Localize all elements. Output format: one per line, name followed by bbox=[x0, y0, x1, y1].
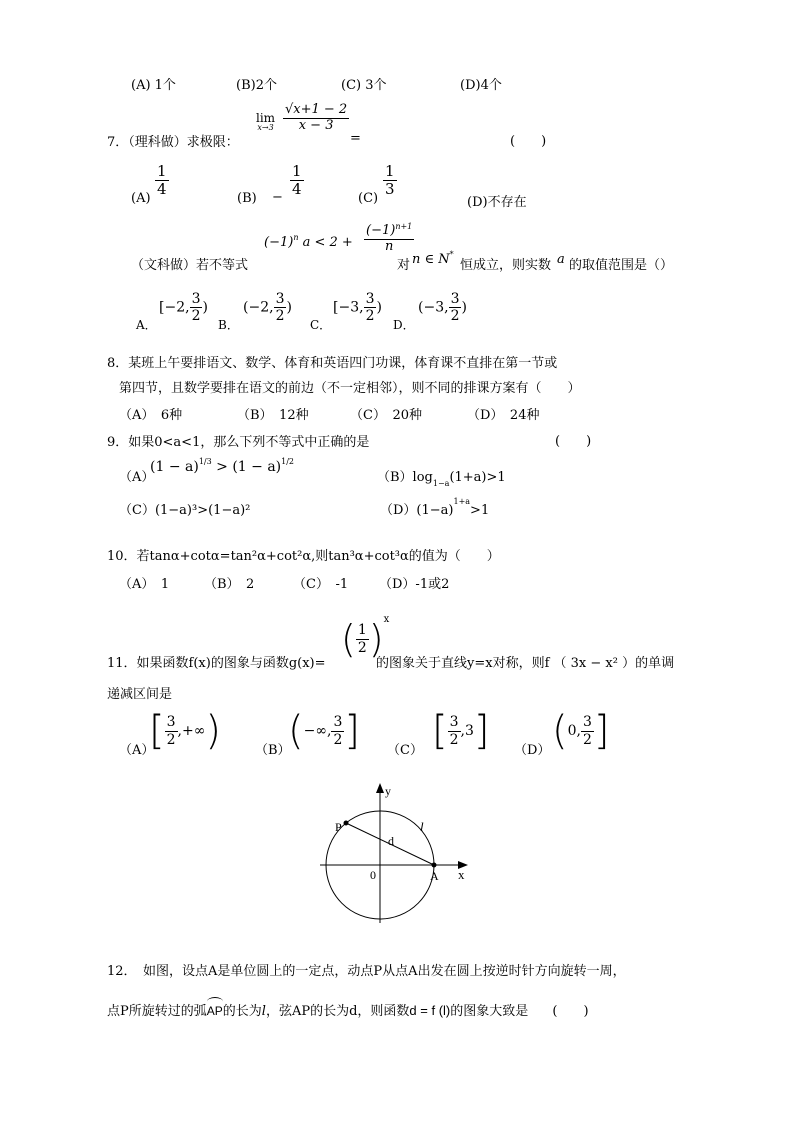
q7w-option-d-label: D． bbox=[393, 318, 415, 332]
q7w-c-frac bbox=[364, 291, 377, 324]
q12-line1: 12． 如图，设点A是单位圆上的一定点，动点P从点A出发在圆上按逆时针方向旋转一周， bbox=[107, 964, 626, 979]
q11-option-c-label: （C） bbox=[387, 743, 423, 758]
q9-b-log: （B）log bbox=[377, 470, 433, 485]
q7-option-d: (D)不存在 bbox=[467, 195, 527, 210]
q11-b-pre: −∞, bbox=[303, 723, 332, 739]
q7-option-a-label: (A) bbox=[131, 191, 151, 206]
q7w-b-close: ) bbox=[286, 299, 292, 316]
origin-label: 0 bbox=[370, 868, 376, 882]
q11-b-den: 2 bbox=[333, 731, 343, 748]
q7-blank: ( ) bbox=[510, 134, 547, 149]
q7w-a-num: 3 bbox=[191, 291, 201, 307]
point-a bbox=[432, 863, 437, 868]
q7w-b-den: 2 bbox=[275, 308, 285, 325]
q11-b-rbr: ] bbox=[344, 708, 360, 754]
q12-line2a: 点P所旋转过的弧 bbox=[107, 1004, 207, 1019]
q7w-option-c bbox=[333, 291, 382, 324]
q8-line2: 第四节，且数学要排在语文的前边（不一定相邻），则不同的排课方案有（ ） bbox=[119, 381, 581, 396]
q11-c-lbr: [ bbox=[432, 708, 448, 754]
q8-option-a: （A） 6种 bbox=[119, 408, 183, 423]
q12-line2c: ，弦AP的长为d，则函数 bbox=[265, 1004, 410, 1019]
q9-stem: 9．如果0<a<1，那么下列不等式中正确的是 bbox=[107, 435, 370, 450]
q9-option-b bbox=[377, 466, 506, 488]
q9-b-sub: 1−a bbox=[432, 479, 450, 488]
q7-oc-den: 3 bbox=[385, 180, 395, 199]
q7-option-c-frac bbox=[383, 163, 397, 199]
q12-arc-ap bbox=[207, 1004, 223, 1018]
q9-a-base: (1 − a) bbox=[150, 459, 199, 475]
q7-denominator: x − 3 bbox=[298, 117, 334, 133]
q7-numerator: √x+1 − 2 bbox=[285, 102, 348, 117]
q7w-lhs bbox=[264, 235, 353, 250]
q7-prefix: 7．（理科做）求极限： bbox=[107, 135, 239, 150]
q11-a-den: 2 bbox=[166, 731, 176, 748]
q7-ob-num: 1 bbox=[292, 162, 302, 180]
q9-d-base: （D）(1−a) bbox=[380, 503, 454, 518]
q7w-var: a bbox=[557, 252, 565, 267]
q11-b-lbr: ( bbox=[288, 708, 304, 754]
q11-option-a-label: （A） bbox=[119, 743, 155, 758]
q7w-option-d bbox=[418, 291, 467, 324]
q7w-frac-num bbox=[364, 224, 414, 240]
q11-d-pre: 0, bbox=[567, 723, 581, 739]
q9-a-exp2: 1/2 bbox=[281, 457, 295, 466]
q10-option-c: （C） -1 bbox=[293, 577, 349, 592]
q7-option-b-frac bbox=[290, 163, 304, 199]
q7w-lhs-a: a < 2 + bbox=[302, 235, 353, 250]
q11-g-lparen: ( bbox=[341, 617, 356, 661]
q9-option-a-label: （A） bbox=[119, 470, 155, 485]
q7w-option-b-label: B． bbox=[218, 318, 239, 332]
p-label: P bbox=[335, 820, 342, 834]
q7-option-b-label: (B) bbox=[237, 191, 257, 206]
y-axis-arrow bbox=[376, 783, 384, 793]
q7w-option-b bbox=[243, 291, 292, 324]
q7w-frac-den: n bbox=[384, 238, 394, 254]
q11-c-rbr: ] bbox=[473, 708, 490, 754]
q10-option-d: （D）-1或2 bbox=[379, 577, 450, 592]
q11-a-rest: ,+∞ bbox=[177, 723, 206, 739]
q11-b-num: 3 bbox=[333, 714, 343, 731]
arc-mark bbox=[207, 997, 223, 1006]
q12-line2d: 的图象大致是 bbox=[450, 1004, 529, 1019]
q9-option-d bbox=[380, 499, 489, 518]
q12-blank: ( ) bbox=[552, 1004, 589, 1019]
q7w-d-frac bbox=[449, 291, 462, 324]
q7-oa-den: 4 bbox=[157, 180, 167, 199]
q11-c-num: 3 bbox=[449, 714, 459, 731]
q9-option-a bbox=[150, 459, 294, 475]
q6-option-c: (C) 3个 bbox=[341, 78, 387, 93]
q7w-cond-text: n ∈ N bbox=[412, 252, 450, 267]
a-label: A bbox=[430, 869, 439, 883]
q9-d-sup: 1+a bbox=[453, 497, 471, 506]
q12-function: d = f (l) bbox=[409, 1003, 451, 1018]
q11-g-sup: x bbox=[383, 614, 390, 625]
y-label: y bbox=[385, 784, 391, 798]
q7w-b-num: 3 bbox=[275, 291, 285, 307]
q6-option-b: (B)2个 bbox=[236, 78, 277, 93]
q12-line2 bbox=[107, 1000, 589, 1019]
q11-d-frac bbox=[581, 714, 594, 747]
q7w-lhs-sup: n bbox=[293, 233, 299, 242]
q7w-lhs-base: (−1) bbox=[264, 235, 294, 250]
q11-d-num: 3 bbox=[582, 714, 592, 731]
q8-option-b: （B） 12种 bbox=[237, 408, 309, 423]
q11-a-lbr: [ bbox=[149, 708, 165, 754]
q11-a-rbr: ) bbox=[205, 708, 221, 754]
q7-equals: = bbox=[350, 131, 361, 146]
q9-a-gt: > (1 − a) bbox=[216, 459, 282, 475]
q11-option-d bbox=[552, 708, 610, 754]
q11-line2: 递减区间是 bbox=[107, 687, 173, 702]
q7-option-a-frac bbox=[155, 163, 169, 199]
q7w-d-expr: (−3, bbox=[418, 299, 449, 316]
q12-line2b: 的长为 bbox=[222, 1004, 262, 1019]
q8-option-c: （C） 20种 bbox=[350, 408, 422, 423]
q7-oc-num: 1 bbox=[385, 162, 395, 180]
q7-lim-sub: x→3 bbox=[257, 123, 274, 132]
q7w-option-a bbox=[159, 291, 208, 324]
q11-option-d-label: （D） bbox=[514, 743, 551, 758]
q7w-prefix: （文科做）若不等式 bbox=[131, 258, 249, 273]
q11-pre: 11．如果函数f(x)的图象与函数g(x)= bbox=[107, 656, 326, 671]
q6-option-d: (D)4个 bbox=[460, 78, 502, 93]
q11-c-rest: ,3 bbox=[460, 723, 474, 739]
q7w-a-den: 2 bbox=[191, 308, 201, 325]
q7w-c-close: ) bbox=[376, 299, 382, 316]
q11-option-b-label: （B） bbox=[255, 743, 291, 758]
d-label: d bbox=[388, 834, 394, 848]
q11-option-c bbox=[432, 708, 490, 754]
q7w-cond-sup: * bbox=[449, 250, 454, 259]
q7w-tail: 的取值范围是（） bbox=[569, 258, 674, 273]
q7w-option-a-label: A． bbox=[136, 318, 157, 332]
q7-lim-word: lim bbox=[256, 111, 276, 125]
q11-option-b bbox=[288, 708, 360, 754]
q8-option-d: （D） 24种 bbox=[467, 408, 540, 423]
q7w-fraction bbox=[364, 224, 414, 255]
q10-option-a: （A） 1 bbox=[119, 577, 170, 592]
q11-g-frac bbox=[356, 622, 369, 655]
q7w-a-frac bbox=[190, 291, 203, 324]
point-p bbox=[344, 821, 349, 826]
q11-post: 的图象关于直线y=x对称，则f （ 3x − x² ）的单调 bbox=[376, 656, 675, 671]
q7w-rest: 恒成立，则实数 bbox=[460, 258, 552, 273]
l-label: l bbox=[420, 819, 424, 834]
q12-l: l bbox=[261, 1004, 266, 1019]
q7w-frac-num-sup: n+1 bbox=[395, 222, 413, 231]
q7w-condition bbox=[412, 252, 454, 267]
q10-option-b: （B） 2 bbox=[204, 577, 255, 592]
q11-a-frac bbox=[165, 714, 178, 747]
q7w-mid: 对 bbox=[397, 258, 411, 273]
q7-fraction bbox=[283, 103, 349, 134]
q7w-c-num: 3 bbox=[365, 291, 375, 307]
q7-limit bbox=[256, 112, 275, 132]
x-label: x bbox=[458, 867, 465, 882]
unit-circle-figure bbox=[300, 775, 490, 925]
q7-option-b-sign: − bbox=[272, 190, 283, 205]
q7w-c-expr: [−3, bbox=[333, 299, 364, 316]
q11-c-den: 2 bbox=[449, 731, 459, 748]
q12-arc-text: AP bbox=[206, 1004, 223, 1018]
q7w-a-close: ) bbox=[202, 299, 208, 316]
q7w-frac-num-base: (−1) bbox=[366, 223, 396, 238]
q7w-c-den: 2 bbox=[365, 308, 375, 325]
q11-a-num: 3 bbox=[166, 714, 176, 731]
q11-b-frac bbox=[331, 714, 344, 747]
q7w-d-close: ) bbox=[461, 299, 467, 316]
q7w-d-den: 2 bbox=[450, 308, 460, 325]
q11-d-rbr: ] bbox=[593, 708, 610, 754]
q7w-b-expr: (−2, bbox=[243, 299, 274, 316]
q8-line1: 8．某班上午要排语文、数学、体育和英语四门功课，体育课不直排在第一节或 bbox=[107, 356, 558, 371]
q9-a-exp1: 1/3 bbox=[198, 457, 212, 466]
q9-b-rest: (1+a)>1 bbox=[449, 470, 506, 485]
q11-d-den: 2 bbox=[582, 731, 592, 748]
q7w-b-frac bbox=[274, 291, 287, 324]
q7w-d-num: 3 bbox=[450, 291, 460, 307]
q11-c-frac bbox=[448, 714, 461, 747]
q7-option-c-label: (C) bbox=[358, 191, 379, 206]
q11-g-rparen: ) bbox=[368, 617, 384, 661]
q7w-a-expr: [−2, bbox=[159, 299, 190, 316]
q7w-option-c-label: C． bbox=[310, 318, 332, 332]
q9-option-c: （C）(1−a)³>(1−a)² bbox=[119, 503, 251, 518]
q7-oa-num: 1 bbox=[157, 162, 167, 180]
q7-ob-den: 4 bbox=[292, 180, 302, 199]
q9-blank: ( ) bbox=[555, 434, 592, 449]
q10-stem: 10．若tanα+cotα=tan²α+cot²α,则tan³α+cot³α的值为（ ） bbox=[107, 549, 500, 564]
q6-option-a: (A) 1个 bbox=[131, 78, 176, 93]
q11-option-a bbox=[149, 708, 221, 754]
q11-d-lbr: ( bbox=[552, 708, 568, 754]
q9-d-rest: >1 bbox=[470, 503, 490, 518]
q11-g-den: 2 bbox=[357, 639, 367, 656]
q11-g-num: 1 bbox=[357, 622, 367, 639]
